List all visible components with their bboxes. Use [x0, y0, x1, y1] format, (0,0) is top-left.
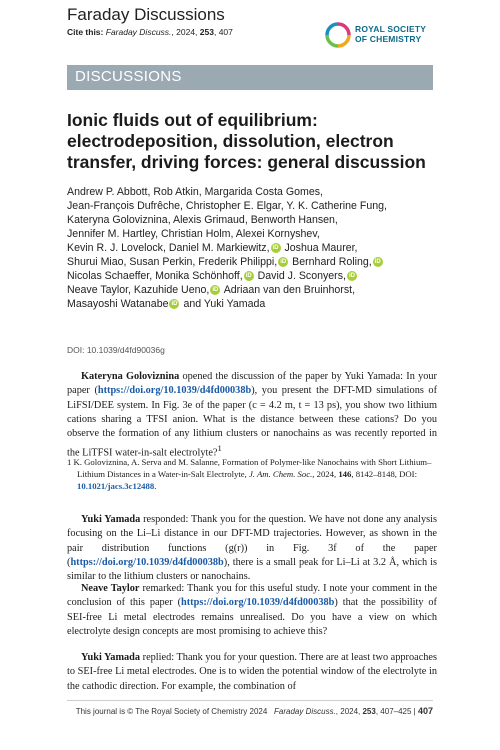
- footer-journal: Faraday Discuss.: [274, 707, 336, 716]
- reference-marker[interactable]: 1: [217, 443, 222, 454]
- paper-link[interactable]: https://doi.org/10.1039/d4fd00038b: [70, 556, 224, 568]
- footnote-text: 1 K. Goloviznina, A. Serva and M. Salanne, Formation of Polymer-like Nanochains with Short Lithium–Lithium Distances in a Water-in-Salt Electrolyte,: [67, 457, 432, 479]
- speaker-name: Yuki Yamada: [81, 514, 141, 525]
- footnote-doi-link[interactable]: 10.1021/jacs.3c12488: [77, 481, 155, 491]
- cite-volume: 253: [199, 27, 214, 37]
- footer-divider: [67, 700, 433, 701]
- author-line: Joshua Maurer,: [284, 242, 358, 254]
- speaker-name: Kateryna Goloviznina: [81, 371, 180, 382]
- author-line: Shurui Miao, Susan Perkin, Frederik Philippi,: [67, 256, 278, 268]
- orcid-icon[interactable]: iD: [280, 259, 287, 266]
- orcid-icon[interactable]: iD: [272, 245, 279, 252]
- paragraph-text: ), there is a small peak for Li–Li at 3.2 Å, which is similar to the lithium clusters or nanochains.: [67, 556, 437, 583]
- author-line: Jennifer M. Hartley, Christian Holm, Alexei Kornyshev,: [67, 228, 320, 240]
- author-line: Adriaan van den Bruinhorst,: [223, 284, 356, 296]
- publisher-name: [355, 24, 426, 44]
- publisher-line-1: ROYAL SOCIETY: [355, 24, 427, 34]
- paragraph-text: opened the discussion of the paper by Yuki Yamada: In your paper (: [67, 371, 437, 397]
- speaker-name: Neave Taylor: [81, 583, 140, 594]
- citation-line: [67, 27, 233, 37]
- orcid-icon[interactable]: iD: [348, 273, 355, 280]
- article-doi: DOI: 10.1039/d4fd90036g: [67, 345, 165, 355]
- discussion-paragraph: [67, 370, 437, 461]
- footer-volume: 253: [362, 707, 376, 716]
- discussion-paragraph: [67, 651, 437, 694]
- cite-label: Cite this:: [67, 27, 104, 37]
- footnote-volume: 146: [338, 469, 352, 479]
- author-list: [67, 185, 442, 311]
- paragraph-text: responded: Thank you for the question. We have not done any analysis focusing on the Li–Li distance in our DFT-MD trajectories. However, as shown in the pair distribution functions (g(r)) in Fig. 3f of the paper (: [67, 514, 437, 568]
- publisher-line-2: OF CHEMISTRY: [355, 34, 422, 44]
- paragraph-text: ) that the possibility of SEI-free Li metal electrodes remains unrealised. Do you have a view on which electrolyte design concepts are most promising to achieve this?: [67, 597, 437, 637]
- footnote-text: .: [154, 481, 157, 491]
- cite-journal: Faraday Discuss.: [105, 27, 172, 37]
- footnote-text: , 2024,: [312, 469, 339, 479]
- section-band: [67, 65, 433, 90]
- author-line: Neave Taylor, Kazuhide Ueno,: [67, 284, 210, 296]
- author-line: Jean-François Dufrêche, Christopher E. Elgar, Y. K. Catherine Fung,: [67, 200, 387, 212]
- paper-link[interactable]: https://doi.org/10.1039/d4fd00038b: [181, 597, 335, 609]
- footnote-journal: J. Am. Chem. Soc.: [248, 469, 313, 479]
- article-title: Ionic fluids out of equilibrium: electrodeposition, dissolution, electron transfer, driving forces: general discussion: [67, 110, 426, 172]
- author-line: Andrew P. Abbott, Rob Atkin, Margarida Costa Gomes,: [67, 186, 323, 198]
- footer-year: , 2024,: [335, 707, 363, 716]
- footer-pages: , 407–425 |: [375, 707, 418, 716]
- author-line: Bernhard Roling,: [292, 256, 372, 268]
- discussion-paragraph: [67, 513, 437, 584]
- orcid-icon[interactable]: iD: [171, 301, 178, 308]
- publisher-logo: [325, 20, 440, 56]
- paragraph-text: remarked: Thank you for this useful study. I note your comment in the conclusion of this paper (: [67, 583, 438, 609]
- orcid-icon[interactable]: iD: [374, 259, 381, 266]
- speaker-name: Yuki Yamada: [81, 652, 141, 663]
- paragraph-text: replied: Thank you for your question. There are at least two approaches to SEI-free Li metal electrodes. One is to widen the potential window of the electrolyte in the cathodic direction. For example, the combination of: [67, 652, 437, 692]
- footnote-text: , 8142–8148, DOI:: [351, 469, 417, 479]
- author-line: Nicolas Schaeffer, Monika Schönhoff,: [67, 270, 243, 282]
- rsc-emblem-icon: [325, 22, 351, 52]
- author-line: Kevin R. J. Lovelock, Daniel M. Markiewitz,: [67, 242, 270, 254]
- page-number: 407: [417, 706, 433, 716]
- cite-year: , 2024,: [171, 27, 200, 37]
- cite-pages: , 407: [213, 27, 233, 37]
- author-line: Masayoshi Watanabe: [67, 298, 169, 310]
- author-line: Kateryna Goloviznina, Alexis Grimaud, Benworth Hansen,: [67, 214, 338, 226]
- orcid-icon[interactable]: iD: [212, 287, 219, 294]
- orcid-icon[interactable]: iD: [245, 273, 252, 280]
- page-footer: [67, 706, 433, 716]
- author-line: and Yuki Yamada: [183, 298, 266, 310]
- paper-link[interactable]: https://doi.org/10.1039/d4fd00038b: [97, 385, 252, 397]
- footer-copyright: This journal is © The Royal Society of Chemistry 2024: [75, 707, 268, 716]
- author-line: David J. Sconyers,: [257, 270, 346, 282]
- discussion-paragraph: [67, 582, 437, 639]
- journal-title: Faraday Discussions: [67, 5, 225, 24]
- paragraph-text: ), you present the DFT-MD simulations of LiFSI/DEE system. In Fig. 3e of the paper (c = 4.2 m, t = 13 ps), you show two lithium cations sharing a TFSI anion. What is the distance between these cations? Do you observe the formation of any lithium clusters or nanochains as was recently reported in the LiTFSI water-in-salt electrolyte?: [67, 385, 438, 459]
- section-label: DISCUSSIONS: [75, 68, 182, 85]
- footnote: [67, 456, 437, 492]
